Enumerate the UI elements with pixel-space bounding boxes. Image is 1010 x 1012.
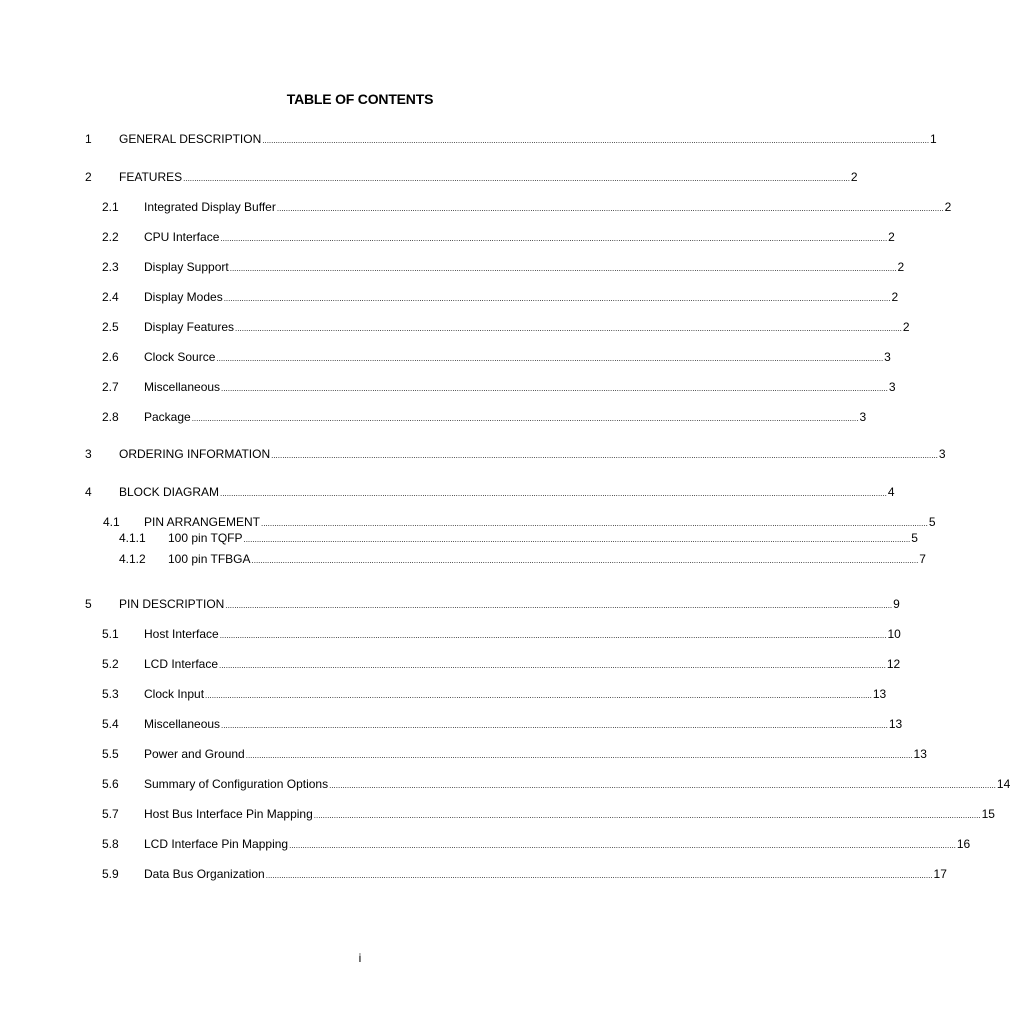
toc-line xyxy=(144,776,1010,794)
toc-label: 100 pin TQFP xyxy=(168,531,243,545)
toc-entry[interactable] xyxy=(0,131,937,147)
toc-number: 2.3 xyxy=(102,260,119,274)
toc-number: 5.7 xyxy=(102,807,119,821)
toc-page: 7 xyxy=(919,552,926,566)
page-title: TABLE OF CONTENTS xyxy=(286,91,434,107)
toc-entry[interactable] xyxy=(0,319,910,335)
toc-page: 2 xyxy=(888,230,895,244)
dot-leader: ............................................................................................................................................................................................................................................................................................................ xyxy=(220,234,888,243)
toc-number: 1 xyxy=(85,132,92,146)
toc-number: 5.1 xyxy=(102,627,119,641)
toc-line xyxy=(144,289,899,307)
dot-leader: ............................................................................................................................................................................................................................................................................................................ xyxy=(229,264,897,273)
toc-page: 3 xyxy=(938,447,946,461)
toc-label: Data Bus Organization xyxy=(144,867,265,881)
toc-number: 5.3 xyxy=(102,687,119,701)
toc-line xyxy=(144,229,895,247)
toc-entry[interactable] xyxy=(0,379,896,395)
toc-page: 16 xyxy=(956,837,971,851)
toc-label: CPU Interface xyxy=(144,230,220,244)
toc-line xyxy=(144,626,901,644)
toc-entry[interactable] xyxy=(0,409,867,425)
toc-number: 2.5 xyxy=(102,320,119,334)
toc-number: 3 xyxy=(85,447,92,461)
dot-leader: ............................................................................................................................................................................................................................................................................................................ xyxy=(205,691,872,700)
toc-page: 12 xyxy=(886,657,901,671)
toc-entry[interactable] xyxy=(0,289,899,305)
dot-leader: ............................................................................................................................................................................................................................................................................................................ xyxy=(221,721,888,730)
toc-number: 5.9 xyxy=(102,867,119,881)
page-number: i xyxy=(358,951,362,965)
toc-page: 2 xyxy=(944,200,952,214)
dot-leader: ............................................................................................................................................................................................................................................................................................................ xyxy=(219,661,886,670)
toc-label: LCD Interface Pin Mapping xyxy=(144,837,289,851)
toc-label: 100 pin TFBGA xyxy=(168,552,251,566)
toc-label: ORDERING INFORMATION xyxy=(119,447,271,461)
toc-page: 3 xyxy=(884,350,891,364)
toc-line xyxy=(144,199,952,217)
toc-entry[interactable] xyxy=(0,596,900,612)
toc-page: 2 xyxy=(897,260,905,274)
toc-line xyxy=(144,379,896,397)
toc-entry[interactable] xyxy=(0,866,947,882)
toc-entry[interactable] xyxy=(0,229,895,245)
toc-entry[interactable] xyxy=(0,169,858,185)
dot-leader: ............................................................................................................................................................................................................................................................................................................ xyxy=(220,489,887,498)
toc-page: 17 xyxy=(933,867,947,881)
toc-page: 3 xyxy=(888,380,896,394)
dot-leader: ............................................................................................................................................................................................................................................................................................................ xyxy=(271,451,938,460)
toc-entry[interactable] xyxy=(0,776,1010,792)
dot-leader: ............................................................................................................................................................................................................................................................................................................ xyxy=(265,871,933,880)
toc-number: 5.8 xyxy=(102,837,119,851)
toc-label: Package xyxy=(144,410,191,424)
toc-entry[interactable] xyxy=(0,686,887,702)
toc-line xyxy=(144,806,995,824)
toc-page: 2 xyxy=(850,170,858,184)
toc-label: Summary of Configuration Options xyxy=(144,777,329,791)
toc-entry[interactable] xyxy=(0,259,905,275)
toc-number: 4.1.2 xyxy=(119,552,146,566)
toc-label: Miscellaneous xyxy=(144,380,221,394)
toc-entry[interactable] xyxy=(0,446,946,462)
toc-page: 10 xyxy=(887,627,901,641)
toc-page: 15 xyxy=(981,807,995,821)
toc-number: 2.2 xyxy=(102,230,119,244)
toc-entry[interactable] xyxy=(0,836,971,852)
toc-entry[interactable] xyxy=(0,484,895,500)
toc-line xyxy=(144,259,905,277)
toc-page: 13 xyxy=(913,747,927,761)
dot-leader: ............................................................................................................................................................................................................................................................................................................ xyxy=(191,414,859,423)
dot-leader: ............................................................................................................................................................................................................................................................................................................ xyxy=(221,384,888,393)
toc-label: GENERAL DESCRIPTION xyxy=(119,132,262,146)
toc-number: 2.8 xyxy=(102,410,119,424)
toc-entry[interactable] xyxy=(0,806,995,822)
toc-page: 9 xyxy=(893,597,900,611)
toc-number: 2.4 xyxy=(102,290,119,304)
toc-number: 2 xyxy=(85,170,92,184)
toc-line xyxy=(144,686,887,704)
dot-leader: ............................................................................................................................................................................................................................................................................................................ xyxy=(251,556,919,565)
toc-entry[interactable] xyxy=(0,746,927,762)
toc-label: Clock Input xyxy=(144,687,205,701)
toc-page: 5 xyxy=(911,531,918,545)
toc-page: 4 xyxy=(887,485,895,499)
toc-line xyxy=(144,866,947,884)
toc-page: 13 xyxy=(888,717,903,731)
toc-label: Host Bus Interface Pin Mapping xyxy=(144,807,313,821)
dot-leader: ............................................................................................................................................................................................................................................................................................................ xyxy=(329,781,996,790)
toc-page: 5 xyxy=(928,515,936,529)
dot-leader: ............................................................................................................................................................................................................................................................................................................ xyxy=(261,519,928,528)
toc-number: 5.2 xyxy=(102,657,119,671)
toc-line xyxy=(168,530,918,548)
toc-line xyxy=(144,836,971,854)
dot-leader: ............................................................................................................................................................................................................................................................................................................ xyxy=(289,841,956,850)
toc-number: 2.1 xyxy=(102,200,119,214)
toc-number: 5.4 xyxy=(102,717,119,731)
toc-entry[interactable] xyxy=(0,514,936,530)
dot-leader: ............................................................................................................................................................................................................................................................................................................ xyxy=(235,324,902,333)
toc-number: 5.5 xyxy=(102,747,119,761)
dot-leader: ............................................................................................................................................................................................................................................................................................................ xyxy=(225,601,893,610)
toc-label: Miscellaneous xyxy=(144,717,221,731)
dot-leader: ............................................................................................................................................................................................................................................................................................................ xyxy=(262,136,930,145)
toc-label: BLOCK DIAGRAM xyxy=(119,485,220,499)
toc-page: 3 xyxy=(859,410,867,424)
toc-line xyxy=(119,169,858,187)
toc-label: Power and Ground xyxy=(144,747,245,761)
toc-entry[interactable] xyxy=(0,716,903,732)
toc-number: 5.6 xyxy=(102,777,119,791)
toc-line xyxy=(144,319,910,337)
toc-line xyxy=(119,484,895,502)
toc-entry[interactable] xyxy=(0,626,901,642)
toc-entry[interactable] xyxy=(0,199,952,215)
toc-label: Display Support xyxy=(144,260,229,274)
toc-line xyxy=(144,716,903,734)
toc-page: 2 xyxy=(891,290,899,304)
toc-number: 4.1 xyxy=(103,515,120,529)
dot-leader: ............................................................................................................................................................................................................................................................................................................ xyxy=(216,354,884,363)
toc-number: 4.1.1 xyxy=(119,531,146,545)
toc-page: 1 xyxy=(930,132,937,146)
toc-line xyxy=(119,446,946,464)
dot-leader: ............................................................................................................................................................................................................................................................................................................ xyxy=(223,294,891,303)
toc-label: Display Features xyxy=(144,320,235,334)
dot-leader: ............................................................................................................................................................................................................................................................................................................ xyxy=(313,811,981,820)
dot-leader: ............................................................................................................................................................................................................................................................................................................ xyxy=(245,751,913,760)
toc-number: 4 xyxy=(85,485,92,499)
toc-line xyxy=(119,131,937,149)
toc-entry[interactable] xyxy=(0,349,891,365)
toc-line xyxy=(144,349,891,367)
toc-label: Integrated Display Buffer xyxy=(144,200,276,214)
toc-line xyxy=(168,551,926,569)
toc-page: 2 xyxy=(902,320,910,334)
toc-line xyxy=(144,656,901,674)
toc-entry[interactable] xyxy=(0,530,918,546)
toc-line xyxy=(144,409,867,427)
toc-entry[interactable] xyxy=(0,551,926,567)
dot-leader: ............................................................................................................................................................................................................................................................................................................ xyxy=(276,204,944,213)
toc-label: PIN DESCRIPTION xyxy=(119,597,225,611)
dot-leader: ............................................................................................................................................................................................................................................................................................................ xyxy=(243,535,911,544)
dot-leader: ............................................................................................................................................................................................................................................................................................................ xyxy=(183,174,850,183)
toc-entry[interactable] xyxy=(0,656,901,672)
toc-label: LCD Interface xyxy=(144,657,219,671)
toc-label: Clock Source xyxy=(144,350,216,364)
toc-page: 13 xyxy=(872,687,887,701)
toc-number: 2.7 xyxy=(102,380,119,394)
toc-line xyxy=(119,596,900,614)
toc-number: 2.6 xyxy=(102,350,119,364)
toc-label: FEATURES xyxy=(119,170,183,184)
toc-label: Host Interface xyxy=(144,627,219,641)
toc-label: PIN ARRANGEMENT xyxy=(144,515,261,529)
dot-leader: ............................................................................................................................................................................................................................................................................................................ xyxy=(219,631,887,640)
toc-line xyxy=(144,746,927,764)
toc-label: Display Modes xyxy=(144,290,223,304)
toc-number: 5 xyxy=(85,597,92,611)
toc-page: 14 xyxy=(996,777,1010,791)
